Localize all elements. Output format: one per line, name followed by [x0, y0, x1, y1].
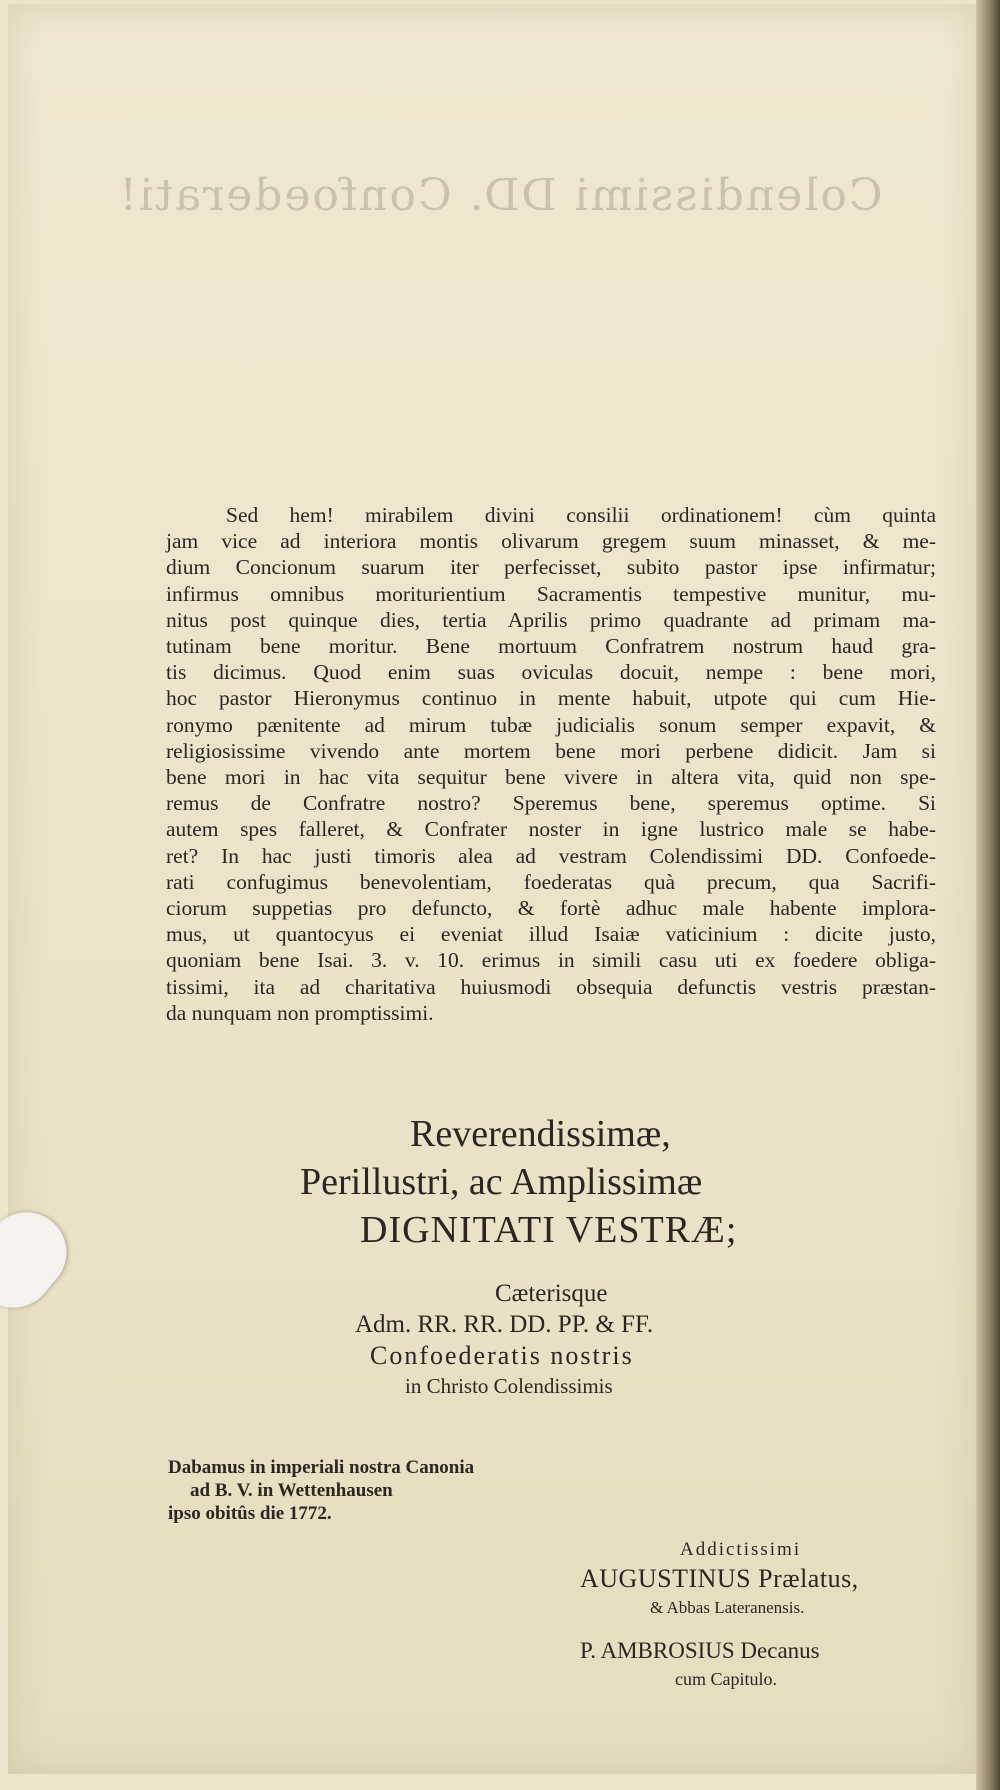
salutation-line: Perillustri, ac Amplissimæ [300, 1161, 703, 1203]
body-line: tis dicimus. Quod enim suas oviculas docuit, nempe : bene mori, [166, 660, 936, 685]
body-line: ret? In hac justi timoris alea ad vestram Colendissimi DD. Confoede- [166, 843, 936, 868]
body-line: autem spes falleret, & Confrater noster in igne lustrico male se habe- [166, 817, 936, 842]
bleed-through-text: Colendissimi DD. Confoederati! [117, 170, 883, 221]
salutation-block [300, 1110, 820, 1254]
body-line: infirmus omnibus moriturientium Sacramentis tempestive munitur, mu- [166, 581, 936, 606]
salutation-line: DIGNITATI VESTRÆ; [360, 1209, 738, 1251]
body-line: remus de Confratre nostro? Speremus bene, speremus optime. Si [166, 791, 936, 816]
body-line: nitus post quinque dies, tertia Aprilis primo quadrante ad primam ma- [166, 607, 936, 632]
addressee-line: Cæterisque [495, 1280, 608, 1307]
signature-line: Addictissimi [680, 1539, 802, 1560]
body-line: Sed hem! mirabilem divini consilii ordinationem! cùm quinta [226, 503, 936, 527]
addressee-line: Confoederatis nostris [370, 1341, 634, 1370]
body-line: rati confugimus benevolentiam, foederatas quà precum, qua Sacrifi- [166, 869, 936, 894]
body-line: da nunquam non promptissimi. [166, 1000, 434, 1025]
body-line: quoniam bene Isai. 3. v. 10. erimus in simili casu uti ex foedere obliga- [166, 948, 936, 973]
body-line: mus, ut quantocyus ei eveniat illud Isaiæ vaticinium : dicite justo, [166, 922, 936, 947]
dateline-line: ad B. V. in Wettenhausen [190, 1480, 393, 1501]
signature-line: & Abbas Lateranensis. [650, 1598, 805, 1617]
page-edge [976, 0, 1000, 1790]
addressee-block [355, 1278, 875, 1402]
body-line: religiosissime vivendo ante mortem bene mori perbene didicit. Jam si [166, 738, 936, 763]
dateline-line: ipso obitûs die 1772. [168, 1503, 332, 1524]
signature-line: AUGUSTINUS Prælatus, [580, 1564, 859, 1593]
salutation-line: Reverendissimæ, [410, 1113, 671, 1155]
body-line: dium Concionum suarum iter perfecisset, subito pastor ipse infirmatur; [166, 555, 936, 580]
signature-block [580, 1535, 960, 1694]
body-line: ronymo pænitente ad mirum tubæ judicialis sonum semper expavit, & [166, 712, 936, 737]
dateline-line: Dabamus in imperiali nostra Canonia [168, 1457, 475, 1478]
body-line: jam vice ad interiora montis olivarum gregem suum minasset, & me- [166, 529, 936, 554]
signature-line: P. AMBROSIUS Decanus [580, 1638, 820, 1663]
body-line: bene mori in hac vita sequitur bene vivere in altera vita, quid non spe- [166, 765, 936, 790]
addressee-line: in Christo Colendissimis [405, 1374, 613, 1398]
body-paragraph [166, 502, 936, 1026]
body-line: tissimi, ita ad charitativa huiusmodi obsequia defunctis vestris præstan- [166, 974, 936, 999]
body-line: hoc pastor Hieronymus continuo in mente habuit, utpote qui cum Hie- [166, 686, 936, 711]
signature-line: cum Capitulo. [675, 1669, 777, 1689]
addressee-line: Adm. RR. RR. DD. PP. & FF. [355, 1311, 654, 1338]
body-line: ciorum suppetias pro defuncto, & fortè adhuc male habente implora- [166, 896, 936, 921]
body-line: tutinam bene moritur. Bene mortuum Confratrem nostrum haud gra- [166, 634, 936, 659]
dateline-block [168, 1456, 588, 1525]
